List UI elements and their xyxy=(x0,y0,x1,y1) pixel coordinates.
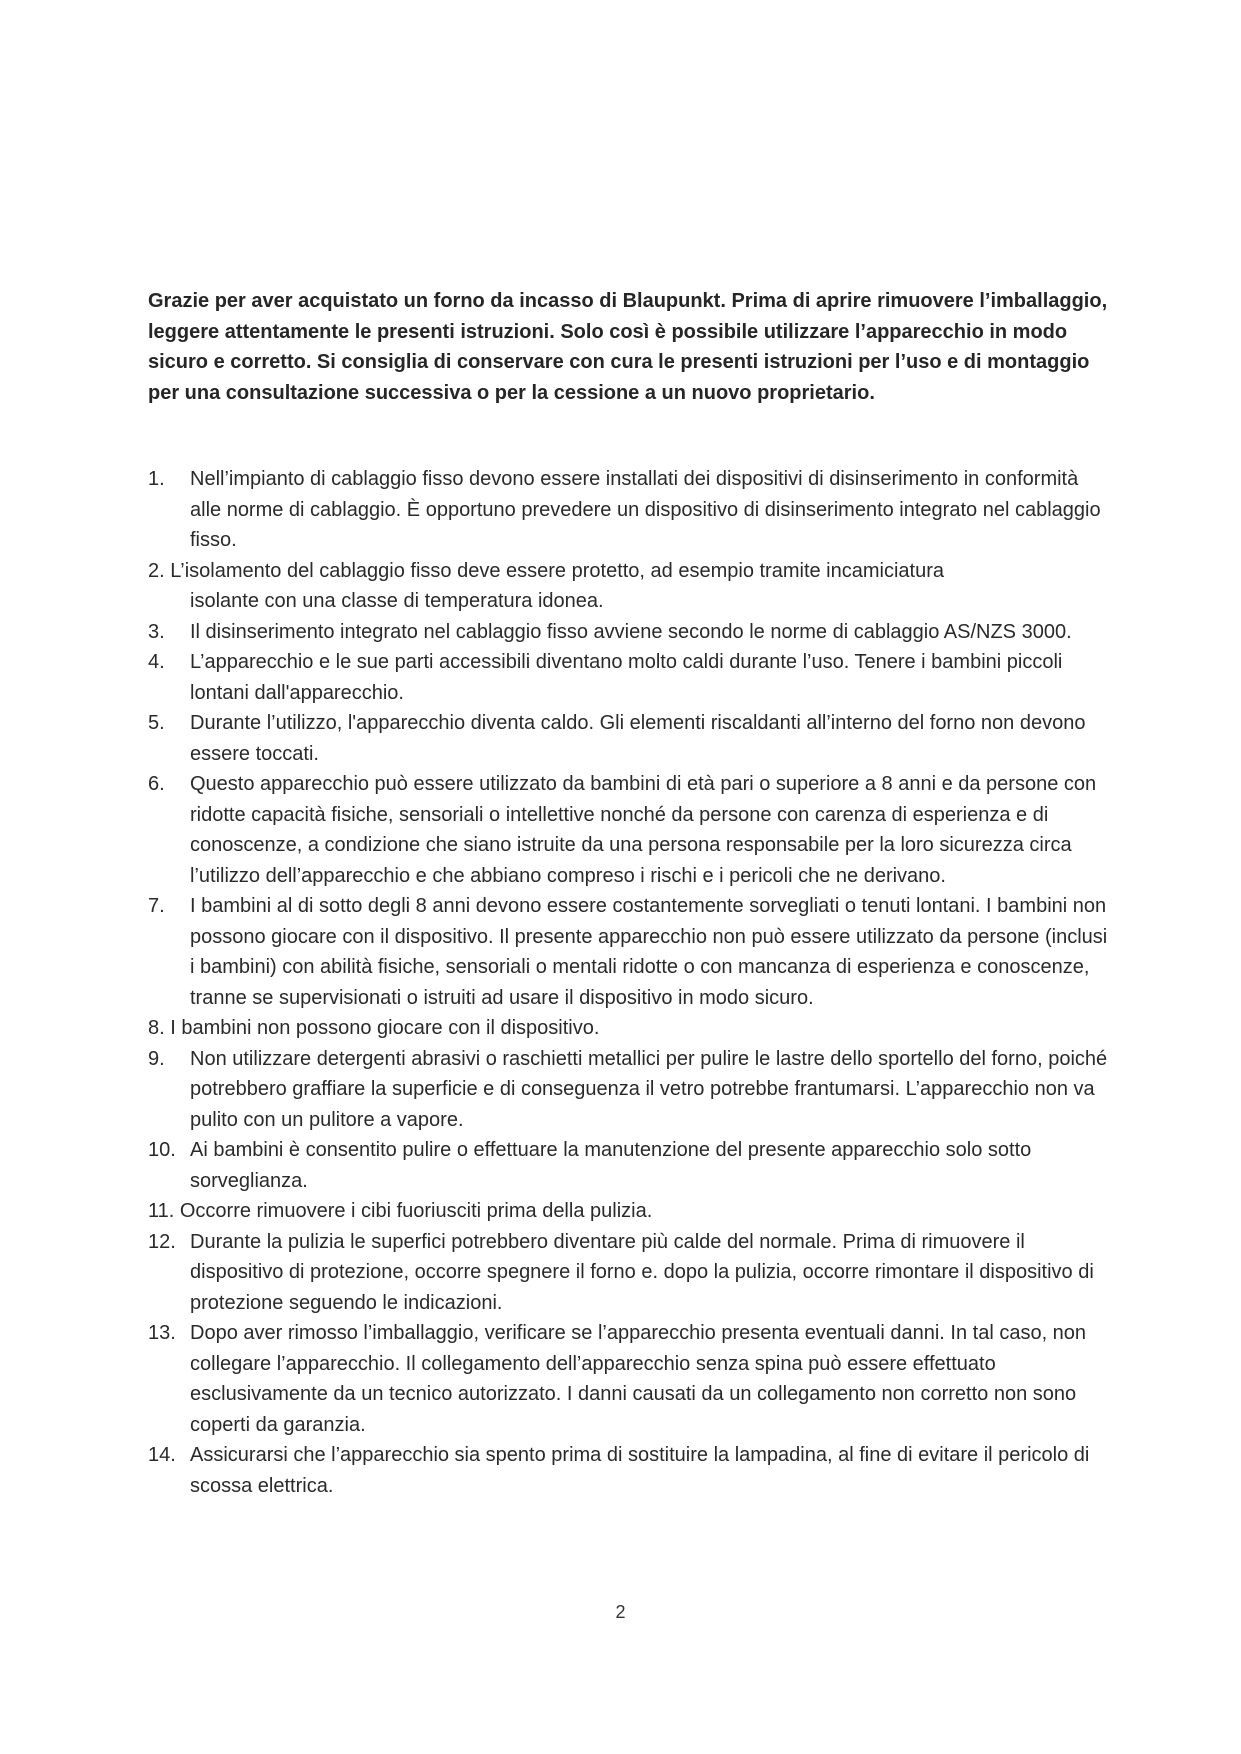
page-number: 2 xyxy=(615,1602,626,1622)
item-number: 10. xyxy=(148,1139,176,1161)
item-number: 1. xyxy=(148,468,165,490)
item-text: Questo apparecchio può essere utilizzato da bambini di età pari o superiore a 8 anni e da persone con ridotte capacità fisiche, sensoriali o intellettive nonché da persone con carenza di esperienza e di conoscenze, a condizione che siano istruite da una persona responsabile per la loro sicurezza circa l’utilizzo dell’apparecchio e che abbiano compreso i rischi e i pericoli che ne derivano. xyxy=(190,773,1097,887)
item-text-continued: isolante con una classe di temperatura idonea. xyxy=(190,590,604,612)
item-number: 3. xyxy=(148,620,165,643)
item-text: Dopo aver rimosso l’imballaggio, verificare se l’apparecchio presenta eventuali danni. In tal caso, non collegare l’apparecchio. Il collegamento dell’apparecchio senza spina può essere effettuato esclusivamente da un tecnico autorizzato. I danni causati da un collegamento non corretto non sono coperti da garanzia. xyxy=(190,1322,1087,1436)
item-number: 2. xyxy=(148,559,171,582)
item-number: 8. xyxy=(148,1017,171,1039)
item-number: 14. xyxy=(148,1444,176,1466)
list-item xyxy=(148,891,1108,1013)
intro-paragraph: Grazie per aver acquistato un forno da incasso di Blaupunkt. Prima di aprire rimuovere l’imballaggio, leggere attentamente le presenti istruzioni. Solo così è possibile utilizzare l’apparecchio in modo sicuro e corretto. Si consiglia di conservare con cura le presenti istruzioni per l’uso e di montaggio per una consultazione successiva o per la cessione a un nuovo proprietario. xyxy=(148,290,1108,404)
item-number: 6. xyxy=(148,773,165,795)
list-item xyxy=(148,1044,1108,1136)
item-number: 12. xyxy=(148,1230,176,1253)
list-item xyxy=(148,1196,1108,1227)
item-text: Nell’impianto di cablaggio fisso devono essere installati dei dispositivi di disinserimento in conformità alle norme di cablaggio. È opportuno prevedere un dispositivo di disinserimento integrato nel cablaggio fisso. xyxy=(190,468,1101,551)
list-item xyxy=(148,1318,1108,1440)
list-item xyxy=(148,1227,1108,1319)
item-number: 13. xyxy=(148,1322,176,1344)
list-item xyxy=(148,617,1108,648)
item-text: I bambini al di sotto degli 8 anni devono essere costantemente sorvegliati o tenuti lontani. I bambini non possono giocare con il dispositivo. Il presente apparecchio non può essere utilizzato da persone (inclusi i bambini) con abilità fisiche, sensoriali o mentali ridotte o con mancanza di esperienza e conoscenze, tranne se supervisionati o istruiti ad usare il dispositivo in modo sicuro. xyxy=(190,895,1108,1009)
list-item xyxy=(148,1013,1108,1044)
item-text: Durante la pulizia le superfici potrebbero diventare più calde del normale. Prima di rimuovere il dispositivo di protezione, occorre spegnere il forno e. dopo la pulizia, occorre rimontare il dispositivo di protezione seguendo le indicazioni. xyxy=(190,1230,1094,1314)
list-item xyxy=(148,769,1108,891)
item-number: 4. xyxy=(148,651,165,673)
item-text: Durante l’utilizzo, l'apparecchio diventa caldo. Gli elementi riscaldanti all’interno del forno non devono essere toccati. xyxy=(190,712,1086,765)
item-number: 9. xyxy=(148,1047,165,1070)
item-text: L’isolamento del cablaggio fisso deve essere protetto, ad esempio tramite incamiciatura xyxy=(170,559,944,582)
list-item xyxy=(148,464,1108,556)
list-item xyxy=(148,556,1108,617)
item-text: I bambini non possono giocare con il dispositivo. xyxy=(170,1017,600,1039)
item-number: 11. xyxy=(148,1200,180,1222)
item-text: Ai bambini è consentito pulire o effettuare la manutenzione del presente apparecchio solo sotto sorveglianza. xyxy=(190,1139,1032,1192)
item-text: L’apparecchio e le sue parti accessibili diventano molto caldi durante l’uso. Tenere i bambini piccoli lontani dall'apparecchio. xyxy=(190,651,1063,704)
list-item xyxy=(148,1440,1108,1501)
list-item xyxy=(148,1135,1108,1196)
item-number: 5. xyxy=(148,712,165,734)
item-text: Non utilizzare detergenti abrasivi o raschietti metallici per pulire le lastre dello sportello del forno, poiché potrebbero graffiare la superficie e di conseguenza il vetro potrebbe frantumarsi. L’apparecchio non va pulito con un pulitore a vapore. xyxy=(190,1047,1108,1131)
safety-instructions-list xyxy=(148,464,1108,1501)
item-text: Il disinserimento integrato nel cablaggio fisso avviene secondo le norme di cablaggio AS/NZS 3000. xyxy=(190,620,1072,643)
item-number: 7. xyxy=(148,895,165,917)
list-item xyxy=(148,647,1108,708)
item-text: Assicurarsi che l’apparecchio sia spento prima di sostituire la lampadina, al fine di evitare il pericolo di scossa elettrica. xyxy=(190,1444,1090,1497)
list-item xyxy=(148,708,1108,769)
item-text: Occorre rimuovere i cibi fuoriusciti prima della pulizia. xyxy=(179,1200,653,1222)
